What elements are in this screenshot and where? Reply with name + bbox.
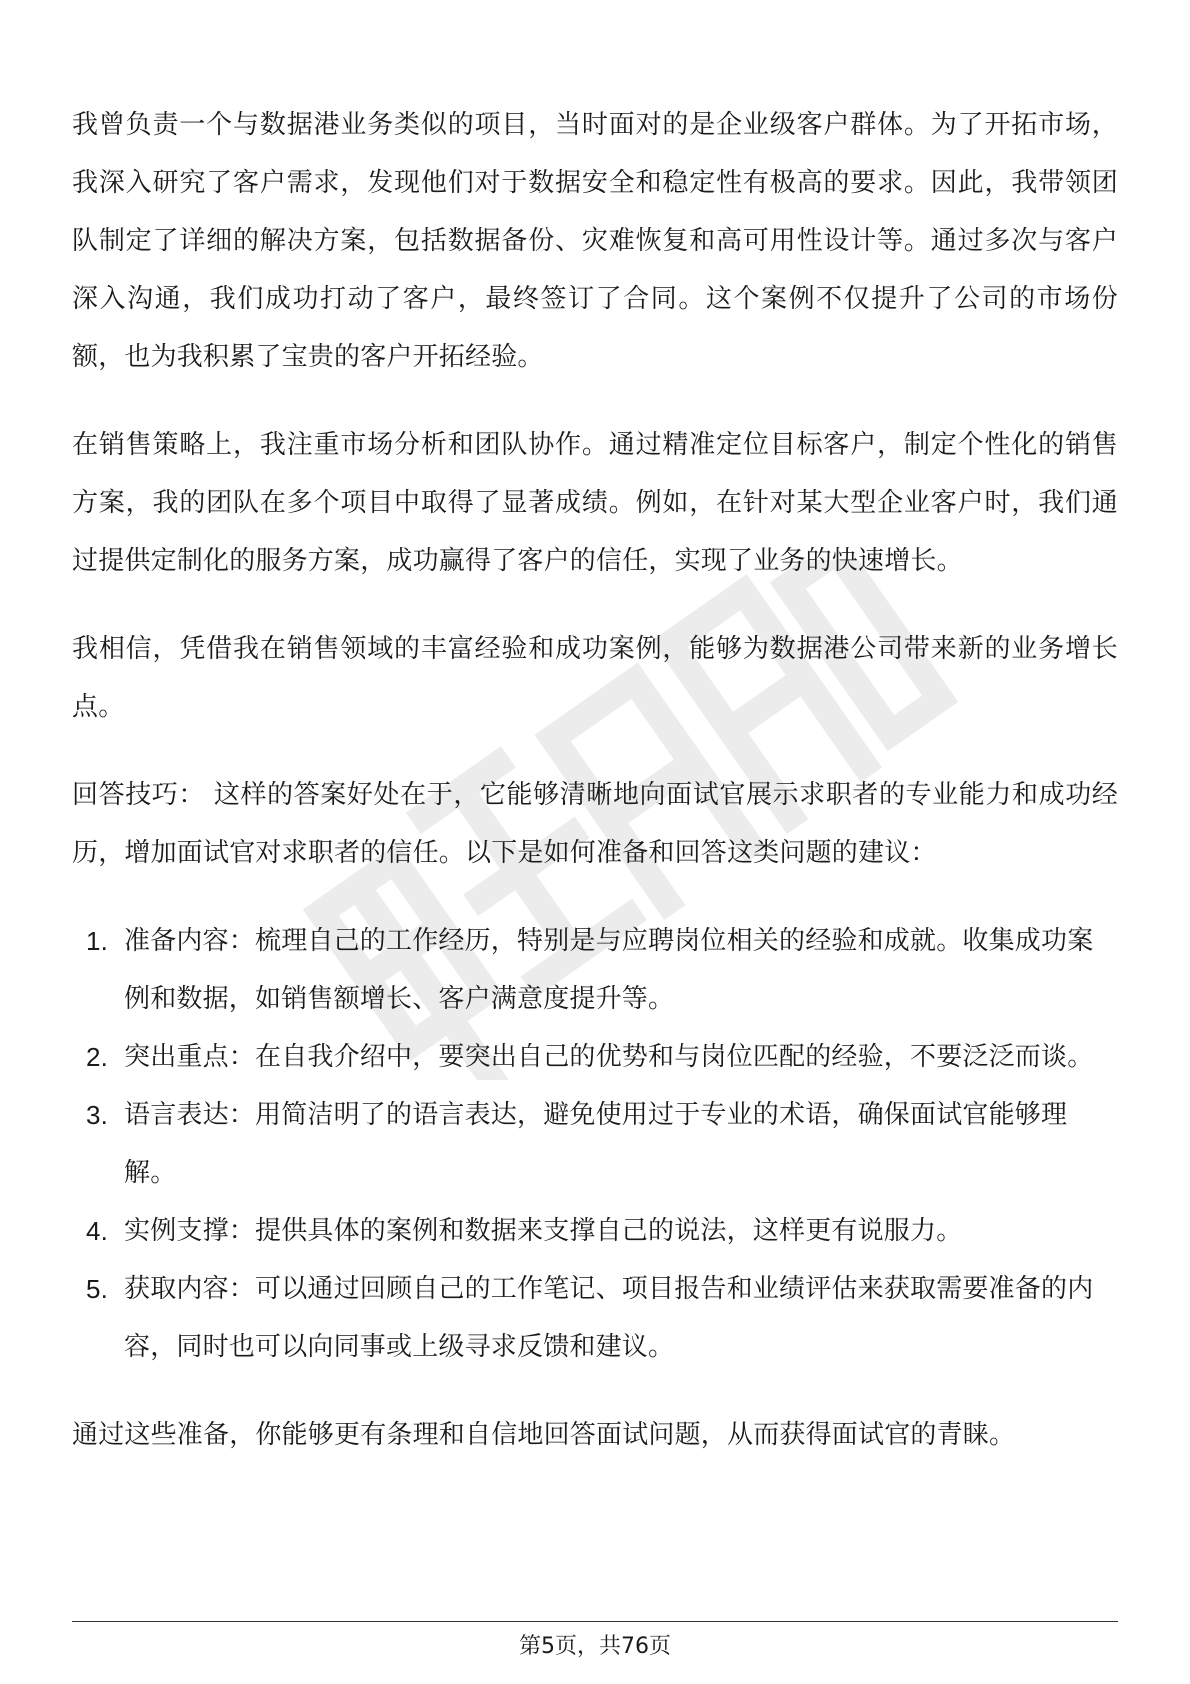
list-item <box>72 1202 1118 1260</box>
tips-list <box>72 912 1118 1376</box>
paragraph-conclusion: 我相信，凭借我在销售领域的丰富经验和成功案例，能够为数据港公司带来新的业务增长点。 <box>72 634 1118 722</box>
list-item <box>72 912 1118 1028</box>
list-item <box>72 1028 1118 1086</box>
list-item-text: 准备内容：梳理自己的工作经历，特别是与应聘岗位相关的经验和成就。收集成功案例和数据，如销售额增长、客户满意度提升等。 <box>124 926 1094 1014</box>
list-item <box>72 1260 1118 1376</box>
paragraph-project-experience: 我曾负责一个与数据港业务类似的项目，当时面对的是企业级客户群体。为了开拓市场，我深入研究了客户需求，发现他们对于数据安全和稳定性有极高的要求。因此，我带领团队制定了详细的解决方案，包括数据备份、灾难恢复和高可用性设计等。通过多次与客户深入沟通，我们成功打动了客户，最终签订了合同。这个案例不仅提升了公司的市场份额，也为我积累了宝贵的客户开拓经验。 <box>72 110 1118 372</box>
list-item-number: 5. <box>86 1274 109 1304</box>
list-item-text: 获取内容：可以通过回顾自己的工作笔记、项目报告和业绩评估来获取需要准备的内容，同时也可以向同事或上级寻求反馈和建议。 <box>124 1274 1094 1362</box>
list-item-text: 实例支撑：提供具体的案例和数据来支撑自己的说法，这样更有说服力。 <box>124 1216 963 1246</box>
list-item-number: 2. <box>86 1042 109 1072</box>
list-item <box>72 1086 1118 1202</box>
list-item-text: 语言表达：用简洁明了的语言表达，避免使用过于专业的术语，确保面试官能够理解。 <box>124 1100 1068 1188</box>
footer-divider <box>72 1621 1118 1622</box>
page-number: 第5页，共76页 <box>519 1634 671 1659</box>
list-item-number: 3. <box>86 1100 109 1130</box>
paragraph-sales-strategy: 在销售策略上，我注重市场分析和团队协作。通过精准定位目标客户，制定个性化的销售方案，我的团队在多个项目中取得了显著成绩。例如，在针对某大型企业客户时，我们通过提供定制化的服务方案，成功赢得了客户的信任，实现了业务的快速增长。 <box>72 430 1118 576</box>
paragraph-closing: 通过这些准备，你能够更有条理和自信地回答面试问题，从而获得面试官的青睐。 <box>72 1420 1016 1450</box>
list-item-number: 4. <box>86 1216 109 1246</box>
paragraph-answer-tips: 回答技巧： 这样的答案好处在于，它能够清晰地向面试官展示求职者的专业能力和成功经历，增加面试官对求职者的信任。以下是如何准备和回答这类问题的建议： <box>72 780 1118 868</box>
document-body <box>72 96 1118 1494</box>
list-item-number: 1. <box>86 926 109 956</box>
list-item-text: 突出重点：在自我介绍中，要突出自己的优势和与岗位匹配的经验，不要泛泛而谈。 <box>124 1042 1094 1072</box>
